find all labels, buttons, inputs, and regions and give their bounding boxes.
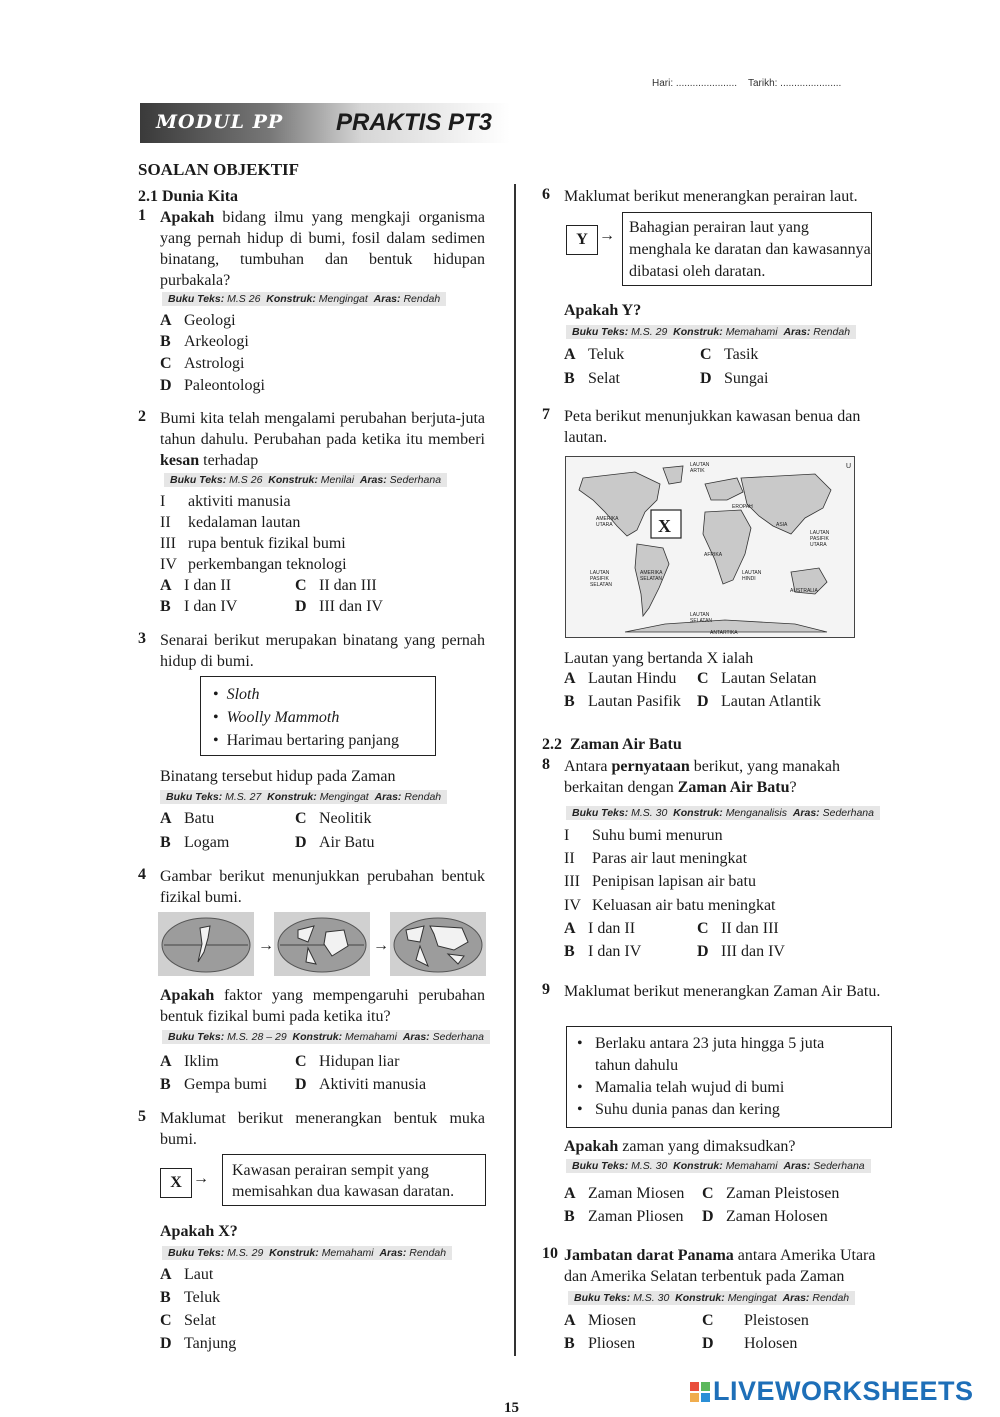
q2-option-a[interactable]: A I dan II [160, 577, 232, 594]
column-divider [514, 184, 516, 1356]
q2-option-d[interactable]: D III dan IV [295, 598, 383, 615]
q5-option-c[interactable]: C Selat [160, 1312, 216, 1329]
map-label: LAUTAN PASIFIK UTARA [810, 530, 830, 548]
q5-option-a[interactable]: A Laut [160, 1266, 214, 1283]
q2-item-1: I aktiviti manusia [160, 493, 291, 510]
q5-info-box: Kawasan perairan sempit yang memisahkan dua kawasan daratan. [222, 1154, 486, 1206]
q4-option-c[interactable]: C Hidupan liar [295, 1053, 400, 1070]
q4-option-a[interactable]: A Iklim [160, 1053, 219, 1070]
liveworksheets-logo-icon [690, 1382, 710, 1402]
map-label: ASIA [776, 522, 788, 528]
q9-ref: Buku Teks: M.S. 30 Konstruk: Memahami Aras: Sederhana [566, 1159, 871, 1173]
q1-option-b[interactable]: B Arkeologi [160, 333, 249, 350]
q6-option-a[interactable]: A Teluk [564, 346, 625, 363]
earth-image-2 [274, 912, 370, 976]
map-label: AMERIKA UTARA [596, 516, 619, 528]
q2-option-b[interactable]: B I dan IV [160, 598, 238, 615]
q10-option-b[interactable]: B Pliosen [564, 1335, 636, 1352]
q10-option-c[interactable]: C Pleistosen [702, 1312, 809, 1329]
q6-option-c[interactable]: C Tasik [700, 346, 759, 363]
q1-number: 1 [138, 207, 146, 224]
q5-stem: Apakah X? [160, 1223, 238, 1240]
q5-text: Maklumat berikut menerangkan bentuk muka bumi. [160, 1110, 485, 1148]
brand-text: LIVEWORKSHEETS [713, 1376, 974, 1406]
section-title: SOALAN OBJEKTIF [138, 160, 300, 179]
q9-list-item: • Suhu dunia panas dan kering [577, 1101, 780, 1118]
q8-item-3: III Penipisan lapisan air batu [564, 873, 756, 890]
arrow-icon: → [373, 937, 389, 954]
q9-option-b[interactable]: B Zaman Pliosen [564, 1208, 684, 1225]
q6-label-box: Y [566, 225, 598, 255]
q10-number: 10 [542, 1245, 558, 1262]
q3-stem: Binatang tersebut hidup pada Zaman [160, 768, 396, 785]
q1-option-a[interactable]: A Geologi [160, 312, 236, 329]
q6-option-d[interactable]: D Sungai [700, 370, 769, 387]
q2-item-3: III rupa bentuk fizikal bumi [160, 535, 346, 552]
q4-number: 4 [138, 866, 146, 883]
map-label: AFRIKA [704, 552, 723, 558]
q10-text: Jambatan darat Panama antara Amerika Utara dan Amerika Selatan terbentuk pada Zaman [564, 1247, 876, 1285]
q8-option-b[interactable]: B I dan IV [564, 943, 642, 960]
q3-list-item: • Woolly Mammoth [213, 709, 340, 726]
map-label: ANTARTIKA [710, 630, 738, 636]
q9-number: 9 [542, 981, 550, 998]
q3-option-c[interactable]: C Neolitik [295, 810, 372, 827]
q4-text: Gambar berikut menunjukkan perubahan bentuk fizikal bumi. [160, 868, 485, 906]
q6-number: 6 [542, 186, 550, 203]
q6-option-b[interactable]: B Selat [564, 370, 620, 387]
q6-ref: Buku Teks: M.S. 29 Konstruk: Memahami Aras: Rendah [566, 325, 856, 339]
earth-change-images [158, 912, 488, 976]
q8-item-4: IV Keluasan air batu meningkat [564, 897, 776, 914]
q4-ref: Buku Teks: M.S. 28 – 29 Konstruk: Memahami Aras: Sederhana [162, 1030, 490, 1044]
q5-ref: Buku Teks: M.S. 29 Konstruk: Memahami Aras: Rendah [162, 1246, 452, 1260]
map-label: LAUTAN ARTIK [690, 462, 710, 474]
q2-ref: Buku Teks: M.S 26 Konstruk: Menilai Aras: Sederhana [164, 473, 447, 487]
map-label: LAUTAN HINDI [742, 570, 762, 582]
q6-stem: Apakah Y? [564, 302, 642, 319]
q2-option-c[interactable]: C II dan III [295, 577, 377, 594]
q8-item-2: II Paras air laut meningkat [564, 850, 748, 867]
q8-text: Antara pernyataan berikut, yang manakah berkaitan dengan Zaman Air Batu? [564, 758, 840, 796]
praktis-title: PRAKTIS PT3 [336, 109, 493, 136]
q9-text: Maklumat berikut menerangkan Zaman Air Batu. [564, 983, 881, 1000]
q7-stem: Lautan yang bertanda X ialah [564, 650, 754, 667]
q9-list-item: • Mamalia telah wujud di bumi [577, 1079, 785, 1096]
subsection-2-2: 2.2 Zaman Air Batu [542, 736, 682, 753]
q8-option-c[interactable]: C II dan III [697, 920, 779, 937]
q5-option-b[interactable]: B Teluk [160, 1289, 221, 1306]
earth-image-3 [390, 912, 486, 976]
q6-text: Maklumat berikut menerangkan perairan laut. [564, 188, 858, 205]
page-number: 15 [504, 1400, 519, 1416]
q4-option-b[interactable]: B Gempa bumi [160, 1076, 268, 1093]
q9-list-box [566, 1026, 892, 1128]
q3-option-d[interactable]: D Air Batu [295, 834, 375, 851]
q1-option-d[interactable]: D Paleontologi [160, 377, 265, 394]
q10-option-a[interactable]: A Miosen [564, 1312, 636, 1329]
liveworksheets-logo [690, 1376, 974, 1407]
q3-option-b[interactable]: B Logam [160, 834, 230, 851]
subsection-2-1: 2.1 Dunia Kita [138, 188, 239, 205]
q8-option-d[interactable]: D III dan IV [697, 943, 785, 960]
q8-ref: Buku Teks: M.S. 30 Konstruk: Menganalisis Aras: Sederhana [566, 806, 880, 820]
earth-image-1 [158, 912, 254, 976]
arrow-icon: → [258, 937, 274, 954]
map-label: LAUTAN SELATAN [690, 612, 713, 624]
north-label: U [846, 463, 852, 470]
q1-ref: Buku Teks: M.S 26 Konstruk: Mengingat Aras: Rendah [162, 292, 446, 306]
q5-label-box: X [160, 1168, 192, 1198]
q4-stem: Apakah faktor yang mempengaruhi perubahan bentuk fizikal bumi pada ketika itu? [160, 987, 485, 1025]
q3-ref: Buku Teks: M.S. 27 Konstruk: Mengingat Aras: Rendah [160, 790, 447, 804]
q10-ref: Buku Teks: M.S. 30 Konstruk: Mengingat Aras: Rendah [568, 1291, 855, 1305]
q9-option-c[interactable]: C Zaman Pleistosen [702, 1185, 840, 1202]
q8-option-a[interactable]: A I dan II [564, 920, 636, 937]
q7-option-b[interactable]: B Lautan Pasifik [564, 693, 681, 710]
q7-option-a[interactable]: A Lautan Hindu [564, 670, 677, 687]
q8-number: 8 [542, 756, 550, 773]
q2-item-4: IV perkembangan teknologi [160, 556, 347, 573]
map-x-label: X [658, 516, 671, 536]
module-banner [140, 103, 510, 143]
q3-number: 3 [138, 630, 146, 647]
q8-item-1: I Suhu bumi menurun [564, 827, 723, 844]
tarikh-label: Tarikh: ...................... [747, 78, 842, 89]
q9-option-d[interactable]: D Zaman Holosen [702, 1208, 828, 1225]
arrow-icon: → [599, 227, 615, 244]
q3-list-item: • Harimau bertaring panjang [213, 732, 399, 749]
q5-number: 5 [138, 1108, 146, 1125]
map-label: AMERIKA SELATAN [640, 570, 663, 582]
map-label: EROPAH [732, 504, 753, 510]
q7-text: Peta berikut menunjukkan kawasan benua dan lautan. [564, 408, 861, 446]
q4-option-d[interactable]: D Aktiviti manusia [295, 1076, 427, 1093]
q7-number: 7 [542, 406, 550, 423]
hari-label: Hari: ...................... [652, 78, 738, 89]
q9-stem: Apakah zaman yang dimaksudkan? [564, 1138, 796, 1155]
arrow-icon: → [193, 1170, 209, 1187]
q1-option-c[interactable]: C Astrologi [160, 355, 245, 372]
q3-list-item: • Sloth [213, 686, 260, 703]
q7-option-c[interactable]: C Lautan Selatan [697, 670, 817, 687]
q2-item-2: II kedalaman lautan [160, 514, 301, 531]
q3-list-box [200, 676, 436, 756]
q3-option-a[interactable]: A Batu [160, 810, 215, 827]
q1-text: Apakah bidang ilmu yang mengkaji organisma yang pernah hidup di bumi, fosil dalam sedimen binatang, tumbuhan dan bentuk hidupan purbakala? [160, 209, 485, 289]
modul-title: MODUL PP [156, 111, 284, 133]
q10-option-d[interactable]: D Holosen [702, 1335, 798, 1352]
q7-option-d[interactable]: D Lautan Atlantik [697, 693, 821, 710]
q2-number: 2 [138, 408, 146, 425]
map-label: LAUTAN PASIFIK SELATAN [590, 570, 613, 588]
q2-text: Bumi kita telah mengalami perubahan berjuta-juta tahun dahulu. Perubahan pada ketika itu memberi kesan terhadap [160, 410, 485, 469]
q5-option-d[interactable]: D Tanjung [160, 1335, 237, 1352]
map-label: AUSTRALIA [790, 588, 818, 594]
q6-info-box: Bahagian perairan laut yang menghala ke daratan dan kawasannya dibatasi oleh daratan. [622, 212, 872, 286]
q9-list-item: • Berlaku antara 23 juta hingga 5 juta tahun dahulu [577, 1035, 825, 1074]
q3-text: Senarai berikut merupakan binatang yang pernah hidup di bumi. [160, 632, 485, 670]
date-line [652, 78, 841, 89]
q9-option-a[interactable]: A Zaman Miosen [564, 1185, 685, 1202]
